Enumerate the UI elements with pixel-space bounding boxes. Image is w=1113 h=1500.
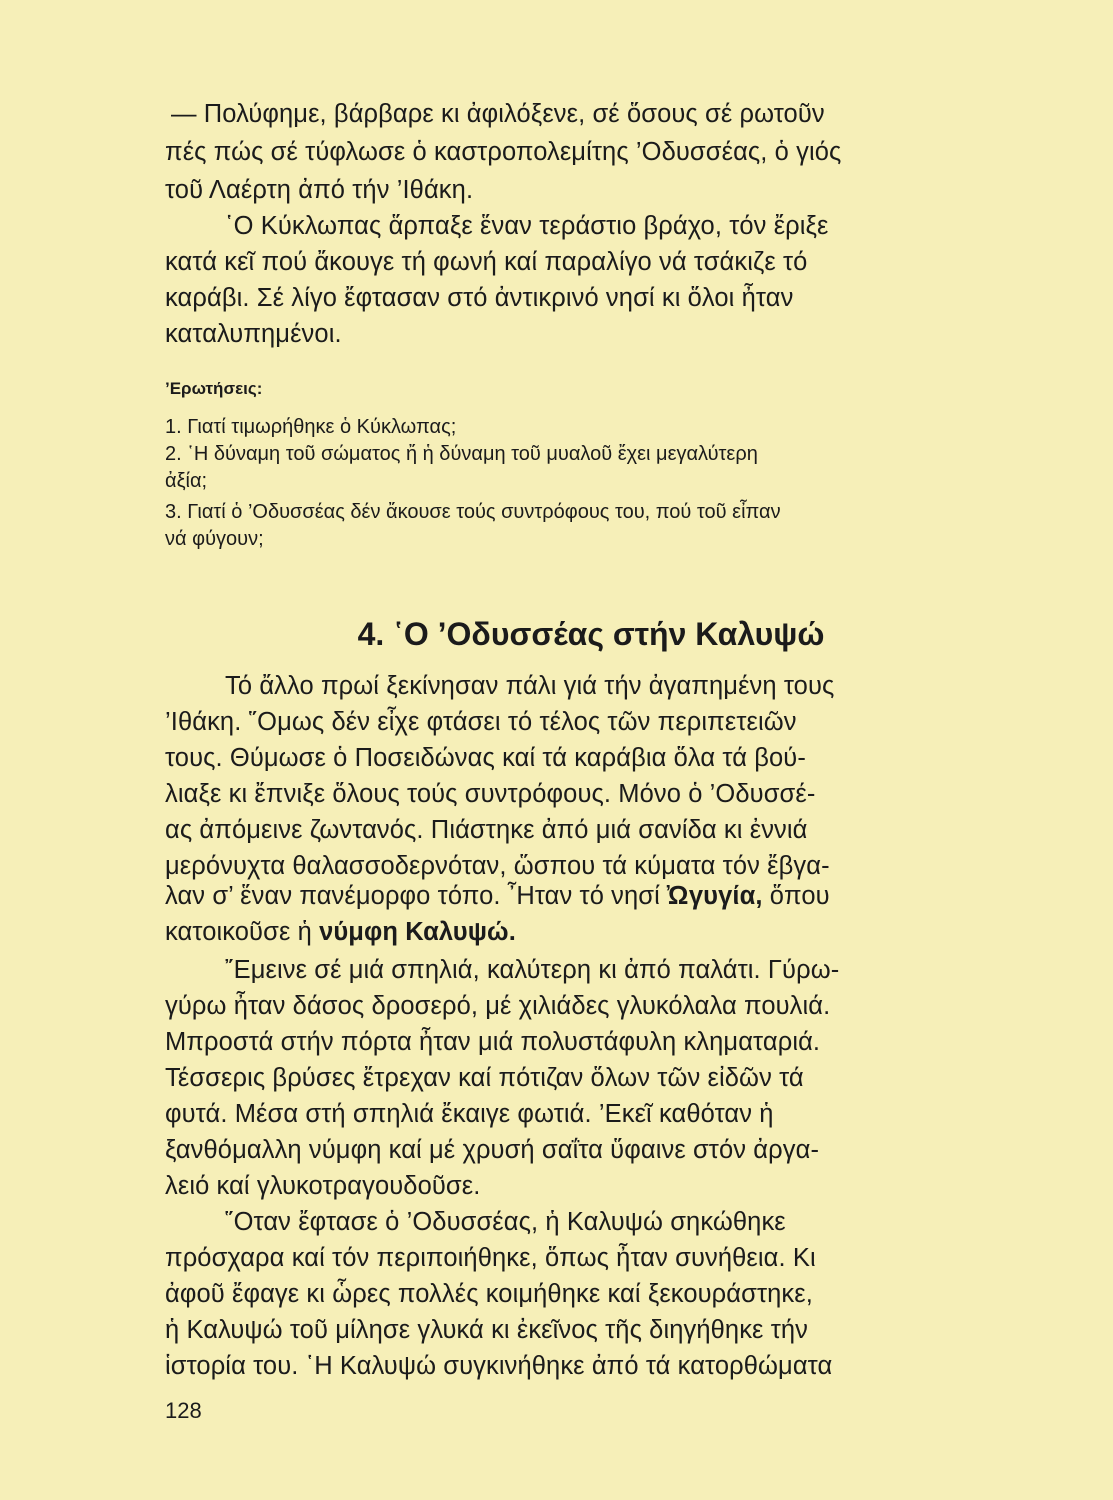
question-line: 2. ῾Η δύναμη τοῦ σώματος ἤ ἡ δύναμη τοῦ μυαλοῦ ἔχει μεγαλύτερη xyxy=(165,443,758,465)
text-line: ας ἀπόμεινε ζωντανός. Πιάστηκε ἀπό μιά σανίδα κι ἐννιά xyxy=(165,816,808,844)
text-line: Τό ἄλλο πρωί ξεκίνησαν πάλι γιά τήν ἀγαπημένη τους xyxy=(225,672,835,700)
text-line: Μπροστά στήν πόρτα ἦταν μιά πολυστάφυλη κληματαριά. xyxy=(165,1028,821,1056)
text-line: ῾Ο Κύκλωπας ἅρπαξε ἕναν τεράστιο βράχο, τόν ἔριξε xyxy=(225,212,829,240)
text-line: φυτά. Μέσα στή σπηλιά ἔκαιγε φωτιά. ’Εκεῖ καθόταν ἡ xyxy=(165,1100,774,1128)
text-line: τοῦ Λαέρτη ἀπό τήν ’Ιθάκη. xyxy=(165,176,474,204)
text-line: ἱστορία του. ῾Η Καλυψώ συγκινήθηκε ἀπό τά κατορθώματα xyxy=(165,1352,833,1380)
text-line xyxy=(165,880,830,912)
text-line xyxy=(165,916,516,948)
text-line: ῎Εμεινε σέ μιά σπηλιά, καλύτερη κι ἀπό παλάτι. Γύρω- xyxy=(225,956,840,984)
text-segment: ὅπου xyxy=(762,882,830,910)
term-ogygia: Ὠγυγία, xyxy=(667,882,763,910)
questions-heading: ’Ερωτήσεις: xyxy=(165,379,263,398)
text-line: τους. Θύμωσε ὁ Ποσειδώνας καί τά καράβια ὅλα τά βού- xyxy=(165,744,806,772)
page-number: 128 xyxy=(165,1398,202,1423)
text-line: καράβι. Σέ λίγο ἔφτασαν στό ἀντικρινό νησί κι ὅλοι ἦταν xyxy=(165,284,794,312)
text-line: ’Ιθάκη. ῞Ομως δέν εἶχε φτάσει τό τέλος τῶν περιπετειῶν xyxy=(165,708,797,736)
text-line: ἀφοῦ ἔφαγε κι ὧρες πολλές κοιμήθηκε καί ξεκουράστηκε, xyxy=(165,1280,813,1308)
text-line: μερόνυχτα θαλασσοδερνόταν, ὥσπου τά κύματα τόν ἔβγα- xyxy=(165,852,830,880)
text-line: λιαξε κι ἔπνιξε ὅλους τούς συντρόφους. Μόνο ὁ ’Οδυσσέ- xyxy=(165,780,816,808)
text-line: λειό καί γλυκοτραγουδοῦσε. xyxy=(165,1172,481,1200)
text-line: ξανθόμαλλη νύμφη καί μέ χρυσή σαΐτα ὕφαινε στόν ἀργα- xyxy=(165,1136,820,1164)
question-line: 3. Γιατί ὁ ’Οδυσσέας δέν ἄκουσε τούς συντρόφους του, πού τοῦ εἶπαν xyxy=(165,501,781,523)
question-line: 1. Γιατί τιμωρήθηκε ὁ Κύκλωπας; xyxy=(165,416,457,438)
text-line: πρόσχαρα καί τόν περιποιήθηκε, ὅπως ἦταν συνήθεια. Κι xyxy=(165,1244,816,1272)
text-line: ἡ Καλυψώ τοῦ μίλησε γλυκά κι ἐκεῖνος τῆς διηγήθηκε τήν xyxy=(165,1316,808,1344)
question-line: νά φύγουν; xyxy=(165,528,264,550)
question-line: ἀξία; xyxy=(165,470,208,492)
text-line: πές πώς σέ τύφλωσε ὁ καστροπολεμίτης ’Οδυσσέας, ὁ γιός xyxy=(165,138,842,166)
text-segment: λαν σ’ ἕναν πανέμορφο τόπο. ῏Ηταν τό νησί xyxy=(165,882,668,910)
text-line: καταλυπημένοι. xyxy=(165,320,342,348)
text-line: γύρω ἦταν δάσος δροσερό, μέ χιλιάδες γλυκόλαλα πουλιά. xyxy=(165,992,831,1020)
text-line: Τέσσερις βρύσες ἔτρεχαν καί πότιζαν ὅλων τῶν εἰδῶν τά xyxy=(165,1064,804,1092)
chapter-title: 4. ῾Ο ’Οδυσσέας στήν Καλυψώ xyxy=(357,616,825,652)
term-nymph-kalypso: νύμφη Καλυψώ. xyxy=(319,918,516,946)
text-line: κατά κεῖ πού ἄκουγε τή φωνή καί παραλίγο νά τσάκιζε τό xyxy=(165,248,808,276)
text-segment: κατοικοῦσε ἡ xyxy=(165,918,320,946)
text-line: ῞Οταν ἔφτασε ὁ ’Οδυσσέας, ἡ Καλυψώ σηκώθηκε xyxy=(225,1208,786,1236)
text-line: — Πολύφημε, βάρβαρε κι ἀφιλόξενε, σέ ὅσους σέ ρωτοῦν xyxy=(171,100,825,128)
